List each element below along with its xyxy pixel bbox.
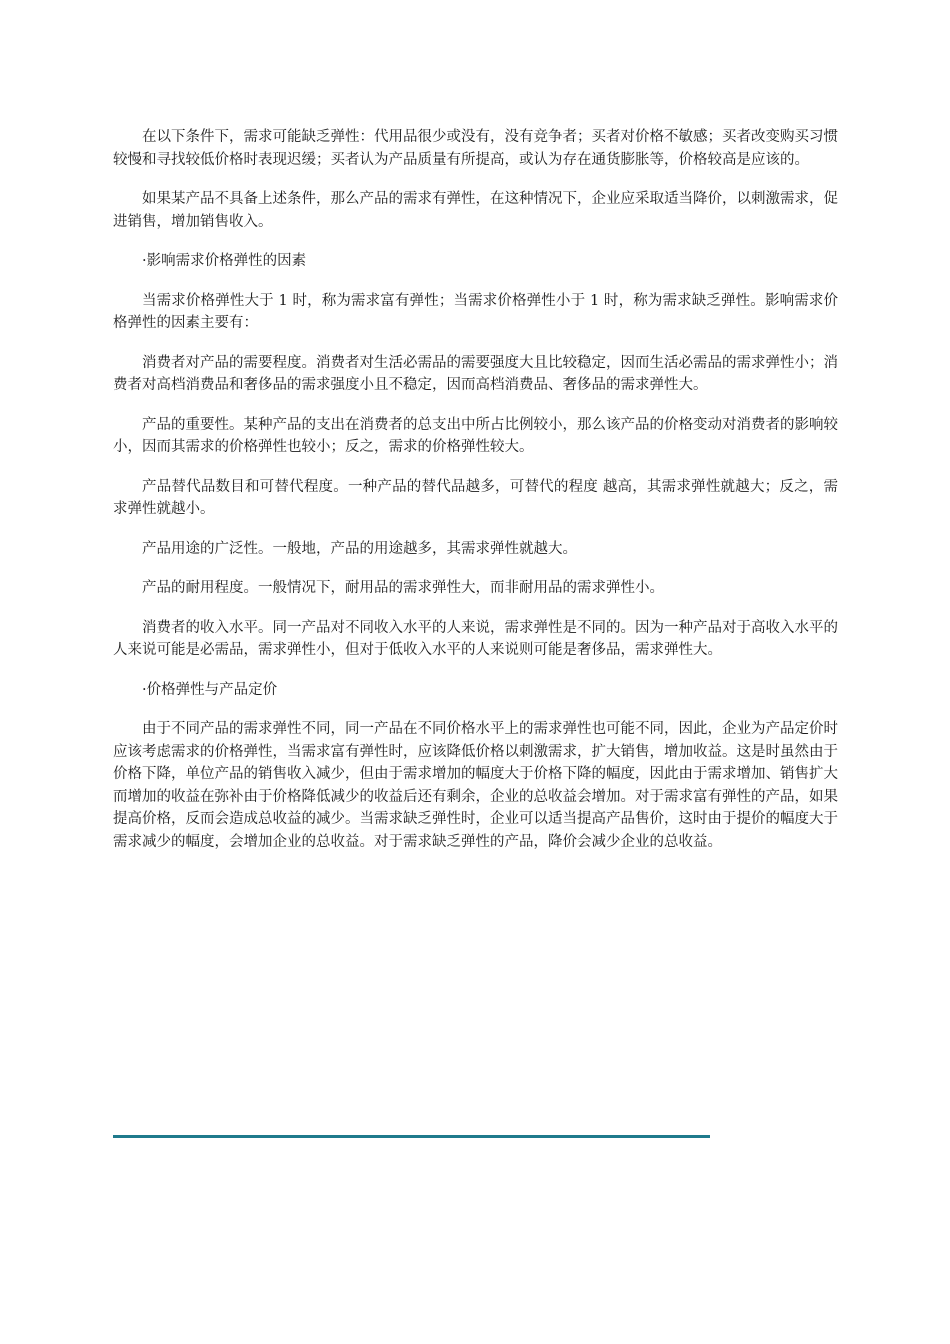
paragraph-factor-need-degree: 消费者对产品的需要程度。消费者对生活必需品的需要强度大且比较稳定，因而生活必需品的需求弹性小；消费者对高档消费品和奢侈品的需求强度小且不稳定，因而高档消费品、奢侈品的需求弹性大。	[113, 354, 838, 393]
paragraph-elastic-pricing: 如果某产品不具备上述条件，那么产品的需求有弹性，在这种情况下，企业应采取适当降价，以刺激需求，促进销售，增加销售收入。	[113, 191, 838, 230]
paragraph-factor-durability: 产品的耐用程度。一般情况下，耐用品的需求弹性大，而非耐用品的需求弹性小。	[142, 580, 664, 596]
footer-divider	[113, 1135, 710, 1138]
paragraph-factor-income: 消费者的收入水平。同一产品对不同收入水平的人来说，需求弹性是不同的。因为一种产品对于高收入水平的人来说可能是必需品，需求弹性小，但对于低收入水平的人来说则可能是奢侈品，需求弹性大。	[113, 619, 838, 658]
section-heading-elasticity-factors: ·影响需求价格弹性的因素	[142, 253, 307, 269]
paragraph-factor-usage-breadth: 产品用途的广泛性。一般地，产品的用途越多，其需求弹性就越大。	[142, 540, 577, 557]
document-body	[113, 126, 838, 870]
paragraph-pricing-strategy: 由于不同产品的需求弹性不同，同一产品在不同价格水平上的需求弹性也可能不同，因此，企业为产品定价时应该考虑需求的价格弹性，当需求富有弹性时，应该降低价格以刺激需求，扩大销售，增加收益。这是时虽然由于价格下降，单位产品的销售收入减少，但由于需求增加的幅度大于价格下降的幅度，因此由于需求增加、销售扩大而增加的收益在弥补由于价格降低减少的收益后还有剩余，企业的总收益会增加。对于需求富有弹性的产品，如果提高价格，反而会造成总收益的减少。当需求缺乏弹性时，企业可以适当提高产品售价，这时由于提价的幅度大于需求减少的幅度，会增加企业的总收益。对于需求缺乏弹性的产品，降价会减少企业的总收益。	[113, 721, 838, 850]
paragraph-factor-substitutes: 产品替代品数目和可替代程度。一种产品的替代品越多，可替代的程度 越高，其需求弹性就越大；反之，需求弹性就越小。	[113, 478, 838, 517]
paragraph-inelastic-conditions: 在以下条件下，需求可能缺乏弹性：代用品很少或没有，没有竞争者；买者对价格不敏感；买者改变购买习惯较慢和寻找较低价格时表现迟缓；买者认为产品质量有所提高，或认为存在通货膨胀等，价格较高是应该的。	[113, 129, 838, 168]
paragraph-elasticity-definition: 当需求价格弹性大于 1 时，称为需求富有弹性；当需求价格弹性小于 1 时，称为需求缺乏弹性。影响需求价格弹性的因素主要有：	[113, 292, 838, 331]
section-heading-pricing: ·价格弹性与产品定价	[142, 681, 278, 698]
paragraph-factor-importance: 产品的重要性。某种产品的支出在消费者的总支出中所占比例较小，那么该产品的价格变动对消费者的影响较小，因而其需求的价格弹性也较小；反之，需求的价格弹性较大。	[113, 416, 838, 455]
